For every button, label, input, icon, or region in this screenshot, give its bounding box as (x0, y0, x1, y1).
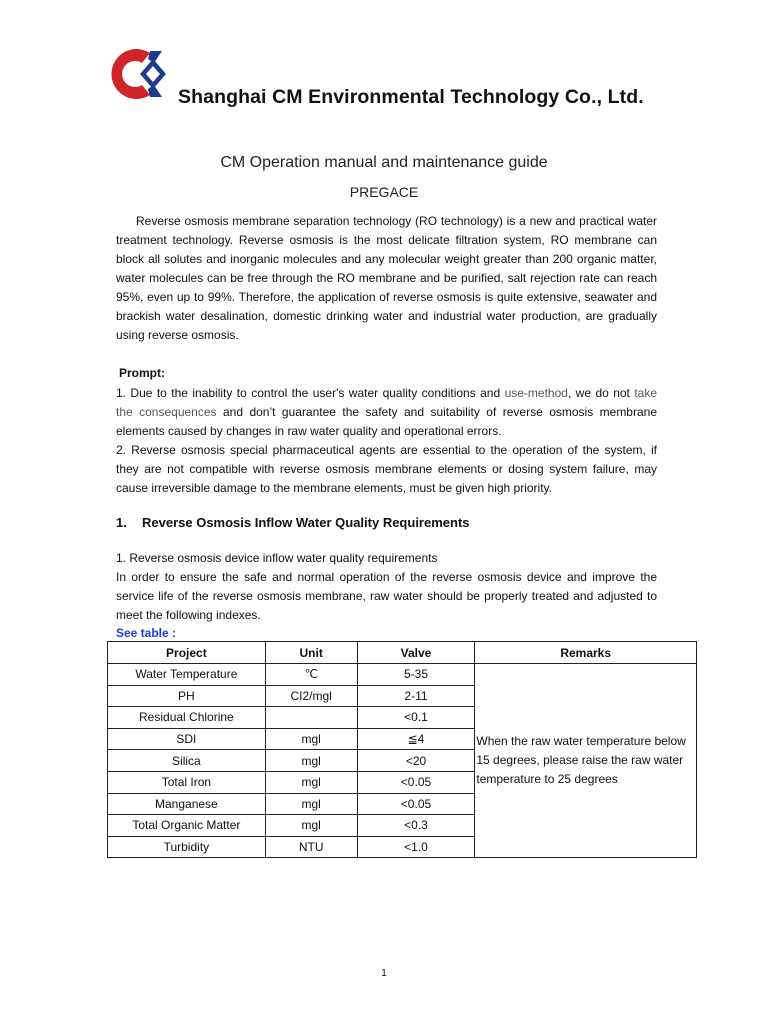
highlight-consequences: take the consequences (116, 386, 657, 419)
intro-paragraph: Reverse osmosis membrane separation technology (RO technology) is a new and practical water treatment technology. Reverse osmosis is the most delicate filtration system, RO membrane can block all solutes and inorganic molecules and any molecular weight greater than 200 organic matter, water molecules can be free through the RO membrane and be purified, salt rejection rate can reach 95%, even up to 99%. Therefore, the application of reverse osmosis is quite extensive, seawater and brackish water desalination, domestic drinking water and industrial water production, are gradually using reverse osmosis. (116, 214, 657, 342)
see-table-label: See table : (116, 626, 177, 640)
table-row: SDI mgl ≦4 (108, 728, 697, 750)
section-heading: 1. Reverse Osmosis Inflow Water Quality Requirements (116, 515, 470, 530)
header-unit: Unit (265, 642, 357, 664)
table-row: Silica mgl <20 (108, 750, 697, 772)
remarks-cell: When the raw water temperature below 15 degrees, please raise the raw water temperature to 25 degrees (475, 664, 697, 858)
document-subtitle: PREGACE (349, 184, 419, 200)
prompt-item-1: 1. Due to the inability to control the user's water quality conditions and use-method, we do not take the consequences and don’t guarantee the safety and suitability of reverse osmosis membrane elements caused by changes in raw water quality and operational errors. (116, 386, 658, 438)
highlight-use-method: use-method (504, 386, 568, 400)
table-row: Total Organic Matter mgl <0.3 (108, 815, 697, 837)
prompt-heading: Prompt: (119, 366, 165, 380)
prompt-block (116, 384, 657, 498)
header-project: Project (108, 642, 266, 664)
sub-text: In order to ensure the safe and normal operation of the reverse osmosis device and improve the service life of the reverse osmosis membrane, raw water should be properly treated and adjusted to meet the following indexes. (116, 570, 657, 622)
table-row: Residual Chlorine <0.1 (108, 707, 697, 729)
prompt-item-2: 2. Reverse osmosis special pharmaceutical agents are essential to the operation of the system, if they are not compatible with reverse osmosis membrane elements or dosing system failure, may cause irreversible damage to the membrane elements, must be given high priority. (116, 443, 657, 495)
header-remarks: Remarks (475, 642, 697, 664)
water-quality-table (107, 641, 697, 858)
table-row: Manganese mgl <0.05 (108, 793, 697, 815)
table-row: PH CI2/mgl 2-11 (108, 685, 697, 707)
table-header-row (108, 642, 697, 664)
table-row: Water Temperature ℃ 5-35 When the raw water temperature below 15 degrees, please raise the raw water temperature to 25 degrees (108, 664, 697, 686)
table-row: Turbidity NTU <1.0 (108, 836, 697, 858)
header-valve: Valve (357, 642, 475, 664)
page-number: 1 (381, 968, 387, 979)
company-name: Shanghai CM Environmental Technology Co., Ltd. (178, 86, 644, 108)
sub-heading: 1. Reverse osmosis device inflow water quality requirements (116, 551, 438, 565)
section-body (116, 549, 657, 625)
company-logo-icon (110, 45, 168, 103)
document-title: CM Operation manual and maintenance guide (220, 154, 548, 171)
table-row: Total Iron mgl <0.05 (108, 771, 697, 793)
